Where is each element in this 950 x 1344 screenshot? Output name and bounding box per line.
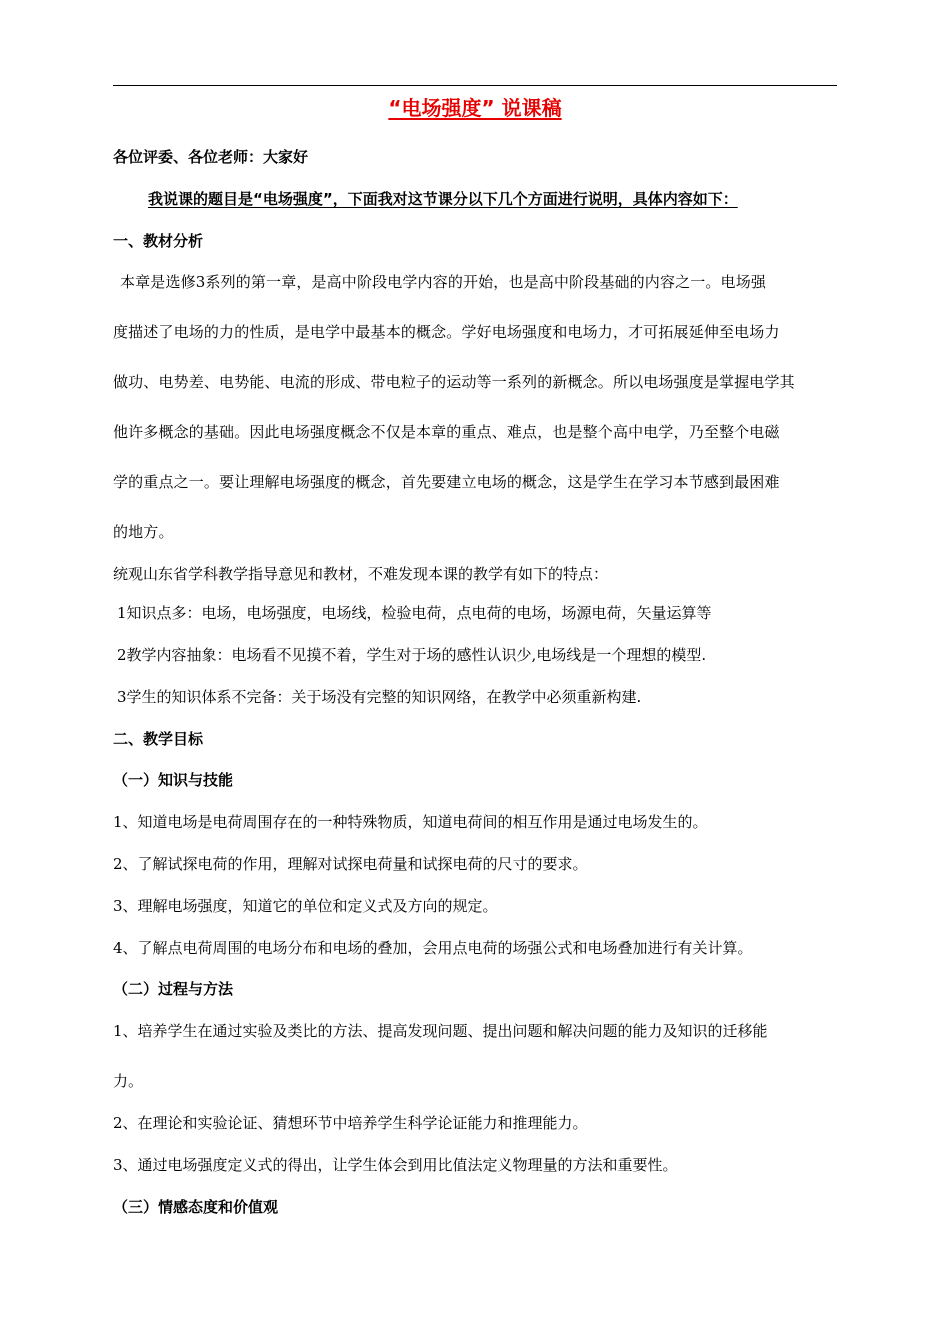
objective-item: 4、了解点电荷周围的电场分布和电场的叠加，会用点电荷的场强公式和电场叠加进行有关计算。	[113, 939, 753, 957]
objective-item: 2、在理论和实验论证、猜想环节中培养学生科学论证能力和推理能力。	[113, 1114, 588, 1132]
header-rule	[113, 85, 837, 86]
objective-item: 2、了解试探电荷的作用，理解对试探电荷量和试探电荷的尺寸的要求。	[113, 855, 588, 873]
subsection3-heading: （三）情感态度和价值观	[113, 1198, 279, 1216]
objective-item: 1、培养学生在通过实验及类比的方法、提高发现问题、提出问题和解决问题的能力及知识的迁移能	[113, 1022, 768, 1040]
greeting: 各位评委、各位老师：大家好	[113, 148, 309, 166]
paragraph-line: 做功、电势差、电势能、电流的形成、带电粒子的运动等一系列的新概念。所以电场强度是掌握电学其	[113, 373, 795, 391]
subsection2-heading: （二）过程与方法	[113, 980, 234, 998]
paragraph-line: 度描述了电场的力的性质，是电学中最基本的概念。学好电场强度和电场力，才可拓展延伸至电场力	[113, 323, 780, 341]
objective-item: 1、知道电场是电荷周围存在的一种特殊物质，知道电荷间的相互作用是通过电场发生的。	[113, 813, 708, 831]
objective-item: 3、理解电场强度，知道它的单位和定义式及方向的规定。	[113, 897, 498, 915]
section2-heading: 二、教学目标	[113, 730, 204, 748]
objective-item: 力。	[113, 1072, 144, 1090]
paragraph-line: 本章是选修3系列的第一章，是高中阶段电学内容的开始，也是高中阶段基础的内容之一。电场强	[120, 273, 766, 291]
feature-item: 1知识点多：电场，电场强度，电场线，检验电荷，点电荷的电场，场源电荷，矢量运算等	[117, 604, 712, 622]
paragraph-line: 学的重点之一。要让理解电场强度的概念，首先要建立电场的概念，这是学生在学习本节感到最困难	[113, 473, 780, 491]
subsection1-heading: （一）知识与技能	[113, 771, 234, 789]
feature-item: 3学生的知识体系不完备：关于场没有完整的知识网络，在教学中必须重新构建.	[117, 688, 642, 706]
paragraph-line: 的地方。	[113, 523, 174, 541]
objective-item: 3、通过电场强度定义式的得出，让学生体会到用比值法定义物理量的方法和重要性。	[113, 1156, 678, 1174]
intro-line: 我说课的题目是“电场强度”，下面我对这节课分以下几个方面进行说明，具体内容如下：	[148, 190, 738, 208]
feature-item: 2教学内容抽象：电场看不见摸不着，学生对于场的感性认识少,电场线是一个理想的模型.	[117, 646, 707, 664]
features-intro: 统观山东省学科教学指导意见和教材，不难发现本课的教学有如下的特点：	[113, 565, 609, 583]
section1-heading: 一、教材分析	[113, 232, 204, 250]
paragraph-line: 他许多概念的基础。因此电场强度概念不仅是本章的重点、难点，也是整个高中电学，乃至整个电磁	[113, 423, 780, 441]
page-title: “电场强度” 说课稿	[388, 96, 562, 120]
